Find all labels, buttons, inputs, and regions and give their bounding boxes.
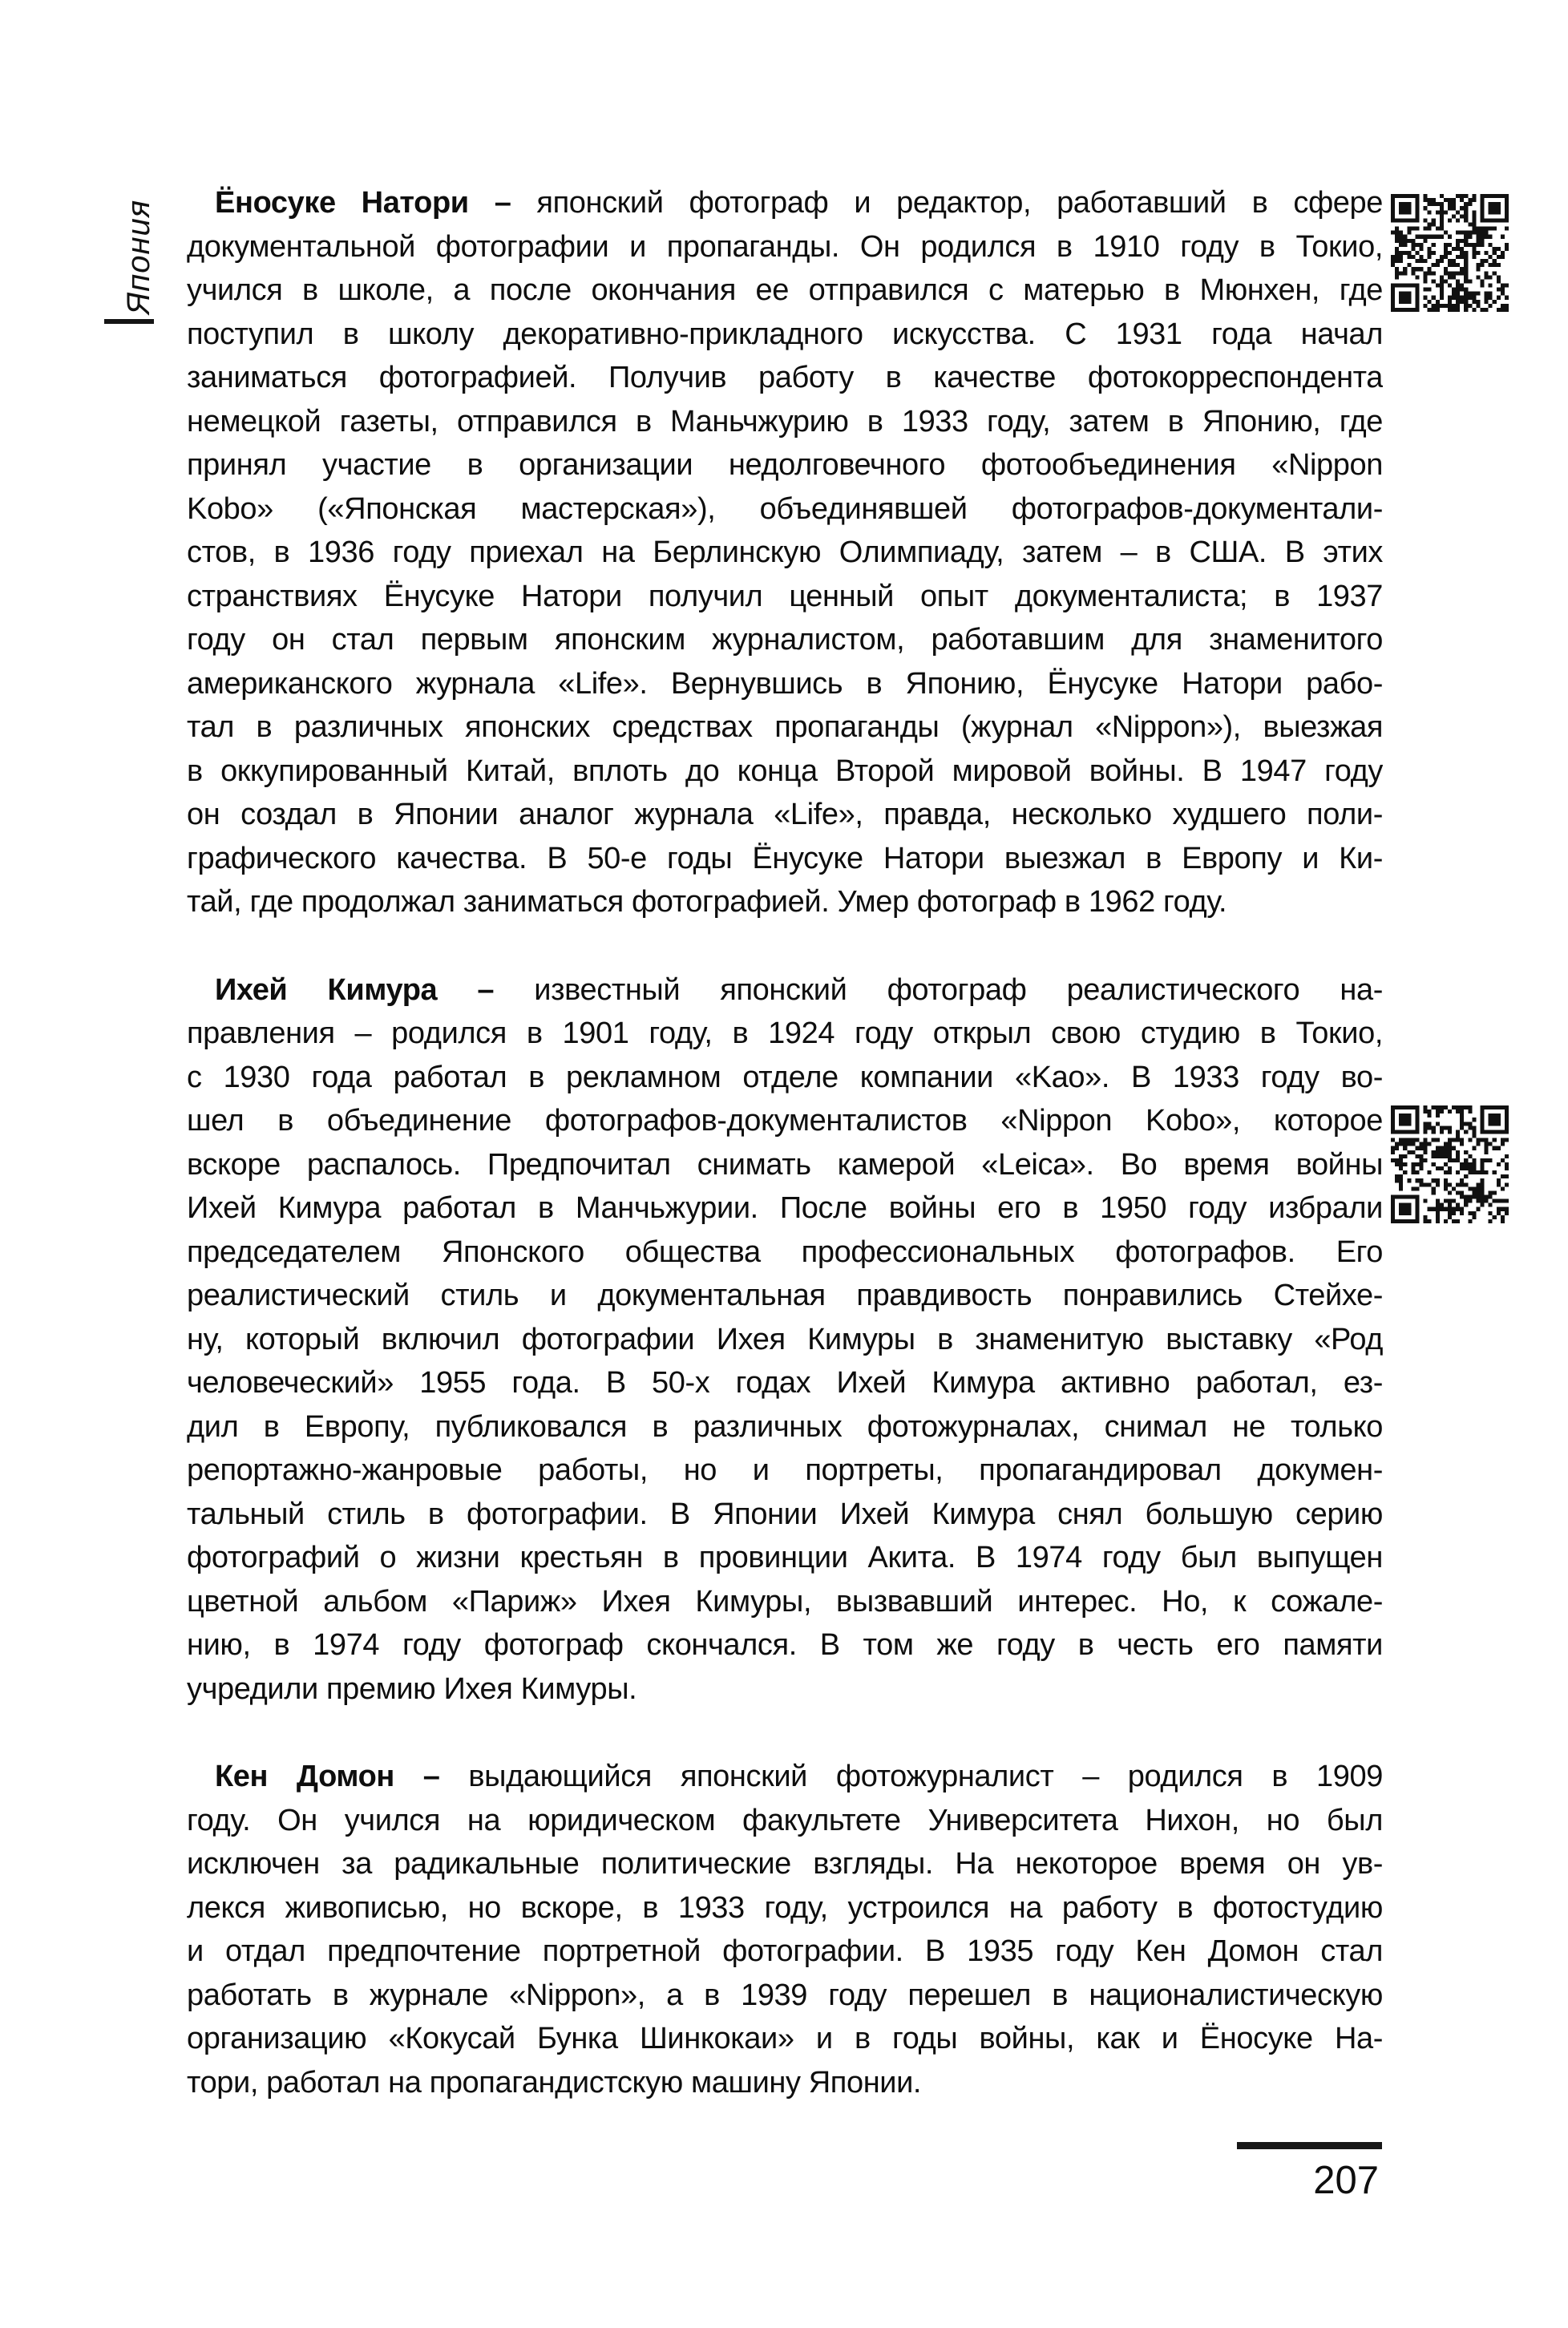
text-line: заниматься фотографией. Получив работу в качестве фотокорреспондента: [187, 361, 1383, 394]
text-line: работать в журнале «Nippon», а в 1939 году перешел в националистическую: [187, 1978, 1383, 2012]
text-line: стов, в 1936 году приехал на Берлинскую Олимпиаду, затем – в США. В этих: [187, 536, 1383, 569]
text-line: Kobo» («Японская мастерская»), объединявшей фотографов-документали-: [187, 491, 1383, 526]
paragraph: [187, 181, 1383, 924]
text-line: он создал в Японии аналог журнала «Life», правда, несколько худшего поли-: [187, 798, 1383, 831]
person-name: Ёносуке Натори –: [215, 186, 511, 220]
text-line: принял участие в организации недолговечного фотообъединения «Nippon: [187, 448, 1383, 482]
paragraph: [187, 968, 1383, 1712]
text-line: Ёносуке Натори – японский фотограф и редактор, работавший в сфере: [215, 186, 1383, 220]
text-line: учился в школе, а после окончания ее отправился с матерью в Мюнхен, где: [187, 273, 1383, 307]
text-line: году он стал первым японским журналистом, работавшим для знаменитого: [187, 623, 1383, 657]
text-line: в оккупированный Китай, вплоть до конца Второй мировой войны. В 1947 году: [187, 754, 1383, 788]
text-line: году. Он учился на юридическом факультете Университета Нихон, но был: [187, 1803, 1383, 1837]
text-line: и отдал предпочтение портретной фотографии. В 1935 году Кен Домон стал: [187, 1934, 1383, 1968]
text-line: нию, в 1974 году фотограф скончался. В том же году в честь его памяти: [187, 1628, 1383, 1662]
section-tab-label: Япония: [121, 199, 156, 314]
text-line: человеческий» 1955 года. В 50-х годах Ихей Кимура активно работал, ез-: [187, 1366, 1383, 1400]
text-line: исключен за радикальные политические взгляды. На некоторое время он ув-: [187, 1847, 1383, 1881]
text-line: Ихей Кимура – известный японский фотограф реалистического на-: [215, 972, 1383, 1007]
text-line: лекся живописью, но вскоре, в 1933 году, устроился на работу в фотостудию: [187, 1890, 1383, 1925]
text-line: ну, который включил фотографии Ихея Кимуры в знаменитую выставку «Род: [187, 1322, 1383, 1356]
text-line: репортажно-жанровые работы, но и портреты, пропагандировал докумен-: [187, 1453, 1383, 1487]
text-line: тал в различных японских средствах пропаганды (журнал «Nippon»), выезжая: [187, 710, 1383, 744]
text-line: организацию «Кокусай Бунка Шинкокаи» и в годы войны, как и Ёносуке На-: [187, 2022, 1383, 2055]
person-name: Ихей Кимура –: [215, 972, 495, 1007]
body-text: [187, 181, 1383, 2104]
section-tab-divider: [104, 319, 154, 324]
qr-code-icon: [1391, 1105, 1509, 1224]
text-line: немецкой газеты, отправился в Маньчжурию в 1933 году, затем в Японию, где: [187, 404, 1383, 439]
text-line: шел в объединение фотографов-документалистов «Nippon Kobo», которое: [187, 1104, 1383, 1138]
paragraph: [187, 1755, 1383, 2104]
text-line: Ихей Кимура работал в Манчьжурии. После войны его в 1950 году избрали: [187, 1191, 1383, 1225]
text-line: фотографий о жизни крестьян в провинции Акита. В 1974 году был выпущен: [187, 1541, 1383, 1574]
text-line: с 1930 года работал в рекламном отделе компании «Kao». В 1933 году во-: [187, 1060, 1383, 1094]
person-name: Кен Домон –: [215, 1760, 440, 1793]
text-line: тори, работал на пропагандистскую машину Японии.: [187, 2065, 922, 2100]
text-line: реалистический стиль и документальная правдивость понравились Стейхе-: [187, 1279, 1383, 1312]
text-line: дил в Европу, публиковался в различных фотожурналах, снимал не только: [187, 1409, 1383, 1444]
text-line: американского журнала «Life». Вернувшись в Японию, Ёнусуке Натори рабо-: [187, 666, 1383, 701]
text-line: графического качества. В 50-е годы Ёнусуке Натори выезжал в Европу и Ки-: [187, 841, 1383, 875]
page-number: 207: [1313, 2159, 1379, 2202]
text-line: вскоре распалось. Предпочитал снимать камерой «Leica». Во время войны: [187, 1147, 1383, 1182]
text-line: учредили премию Ихея Кимуры.: [187, 1671, 637, 1706]
footer-divider: [1237, 2142, 1382, 2149]
text-line: тай, где продолжал заниматься фотографией. Умер фотограф в 1962 году.: [187, 885, 1227, 919]
qr-code-icon: [1391, 194, 1509, 312]
text-line: документальной фотографии и пропаганды. Он родился в 1910 году в Токио,: [187, 229, 1383, 264]
text-line: правления – родился в 1901 году, в 1924 году открыл свою студию в Токио,: [187, 1016, 1383, 1050]
text-line: поступил в школу декоративно-прикладного искусства. С 1931 года начал: [187, 317, 1383, 351]
text-line: странствиях Ёнусуке Натори получил ценный опыт документалиста; в 1937: [187, 579, 1383, 613]
text-line: Кен Домон – выдающийся японский фотожурналист – родился в 1909: [215, 1760, 1383, 1793]
text-line: председателем Японского общества профессиональных фотографов. Его: [187, 1235, 1383, 1269]
text-line: цветной альбом «Париж» Ихея Кимуры, вызвавший интерес. Но, к сожале-: [187, 1584, 1383, 1619]
text-line: тальный стиль в фотографии. В Японии Ихей Кимура снял большую серию: [187, 1497, 1383, 1531]
